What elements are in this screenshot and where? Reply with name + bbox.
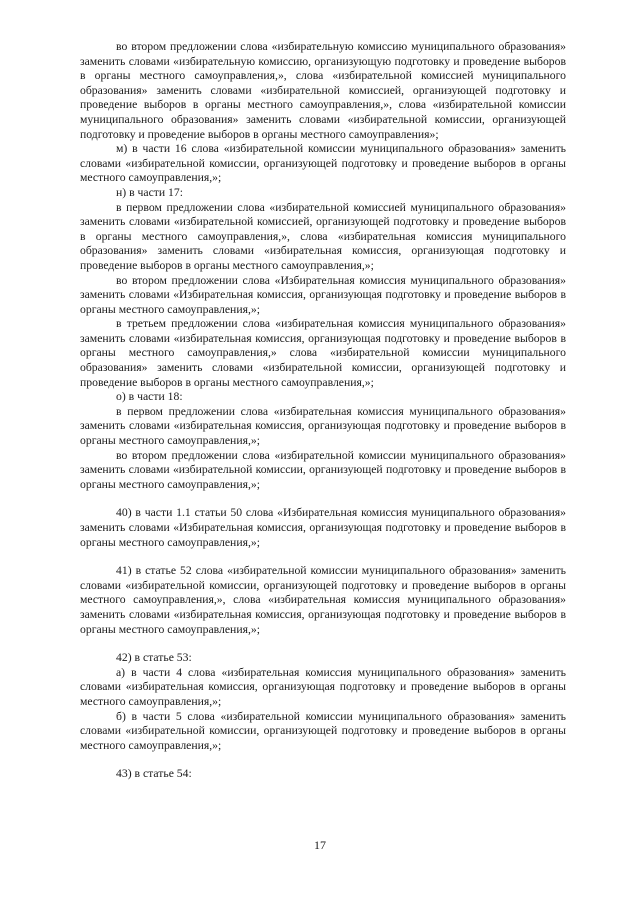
paragraph: 41) в статье 52 слова «избирательной комиссии муниципального образования» заменить словами «избирательной комиссии, организующей подготовку и проведение выборов в органы местного самоуправления,», слова «избирательная комиссия муниципального образования» заменить словами «избирательная комиссия, организующая подготовку и проведение выборов в органы местного самоуправления,»; (80, 564, 566, 636)
paragraph: н) в части 17: (116, 185, 183, 199)
paragraph: 42) в статье 53: (116, 651, 192, 665)
paragraph: м) в части 16 слова «избирательной комиссии муниципального образования» заменить словами «избирательной комиссии, организующей подготовку и проведение выборов в органы местного самоуправления,»; (80, 142, 566, 185)
paragraph: во втором предложении слова «избирательную комиссию муниципального образования» заменить словами «избирательную комиссию, организующую подготовку и проведение выборов в органы местного самоуправления,», слова «избирательной комиссией муниципального образования» заменить словами «избирательной комиссией, организующей подготовку и проведение выборов в органы местного самоуправления,», слова «избирательной комиссии муниципального образования» заменить словами «избирательной комиссии, организующей подготовку и проведение выборов в органы местного самоуправления»; (80, 40, 566, 141)
page-number: 17 (314, 838, 326, 852)
paragraph: в первом предложении слова «избирательная комиссия муниципального образования» заменить словами «избирательная комиссия, организующая подготовку и проведение выборов в органы местного самоуправления,»; (80, 404, 566, 448)
paragraph: в третьем предложении слова «избирательная комиссия муниципального образования» заменить словами «избирательная комиссия, организующая подготовку и проведение выборов в органы местного самоуправления,» слова «избирательной комиссии муниципального образования» заменить словами «избирательной комиссии, организующей подготовку и проведение выборов в органы местного самоуправления,»; (80, 317, 566, 389)
paragraph: 43) в статье 54: (116, 767, 192, 781)
paragraph: о) в части 18: (116, 390, 183, 404)
paragraph: в первом предложении слова «избирательной комиссией муниципального образования» заменить словами «избирательной комиссией, организующей подготовку и проведение выборов в органы местного самоуправления,», слова «избирательная комиссия муниципального образования» заменить словами «избирательная комиссия, организующая подготовку и проведение выборов в органы местного самоуправления,»; (80, 200, 566, 272)
paragraph: б) в части 5 слова «избирательной комиссии муниципального образования» заменить словами «избирательной комиссии, организующей подготовку и проведение выборов в органы местного самоуправления,»; (80, 709, 566, 752)
paragraph: во втором предложении слова «Избирательная комиссия муниципального образования» заменить словами «Избирательная комиссия, организующая подготовку и проведение выборов в органы местного самоуправления,»; (80, 273, 566, 316)
paragraph: во втором предложении слова «избирательной комиссии муниципального образования» заменить словами «избирательной комиссии, организующей подготовку и проведение выборов в органы местного самоуправления,»; (80, 448, 566, 491)
paragraph: а) в части 4 слова «избирательная комиссия муниципального образования» заменить словами «избирательная комиссия, организующая подготовку и проведение выборов в органы местного самоуправления,»; (80, 665, 566, 708)
document-body (80, 40, 566, 782)
paragraph: 40) в части 1.1 статьи 50 слова «Избирательная комиссия муниципального образования» заменить словами «Избирательная комиссия, организующая подготовку и проведение выборов в органы местного самоуправления,»; (80, 506, 566, 549)
